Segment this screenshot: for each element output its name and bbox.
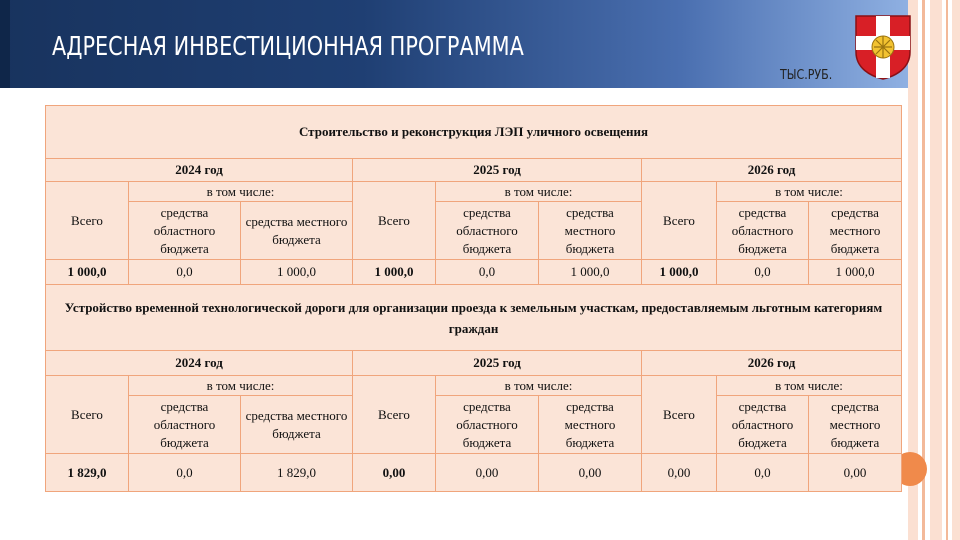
values-row <box>46 454 902 492</box>
section-title: Строительство и реконструкция ЛЭП уличного освещения <box>46 106 902 159</box>
value-cell: 1 000,0 <box>353 260 436 285</box>
value-cell: 0,00 <box>539 454 642 492</box>
value-cell: 1 829,0 <box>241 454 353 492</box>
including-header: в том числе: <box>717 182 902 202</box>
total-header: Всего <box>353 376 436 454</box>
local-header: средства местного бюджета <box>539 202 642 260</box>
year-row <box>46 159 902 182</box>
total-header: Всего <box>642 376 717 454</box>
section-title-row <box>46 285 902 351</box>
value-cell: 1 000,0 <box>809 260 902 285</box>
local-header: средства местного бюджета <box>809 202 902 260</box>
including-header: в том числе: <box>436 376 642 396</box>
value-cell: 0,0 <box>436 260 539 285</box>
regional-header: средства областного бюджета <box>436 202 539 260</box>
subheader-row <box>46 202 902 260</box>
regional-header: средства областного бюджета <box>129 396 241 454</box>
total-header: Всего <box>642 182 717 260</box>
local-header: средства местного бюджета <box>241 202 353 260</box>
subheader-row <box>46 182 902 202</box>
section-title-row <box>46 106 902 159</box>
value-cell: 1 000,0 <box>241 260 353 285</box>
value-cell: 0,00 <box>642 454 717 492</box>
value-cell: 0,0 <box>129 260 241 285</box>
local-header: средства местного бюджета <box>539 396 642 454</box>
total-header: Всего <box>353 182 436 260</box>
year-label: 2024 год <box>46 159 353 182</box>
page-title: АДРЕСНАЯ ИНВЕСТИЦИОННАЯ ПРОГРАММА <box>52 32 524 62</box>
investment-table <box>45 105 902 492</box>
value-cell: 0,0 <box>717 454 809 492</box>
including-header: в том числе: <box>129 182 353 202</box>
subheader-row <box>46 396 902 454</box>
coat-of-arms-icon <box>854 14 912 80</box>
regional-header: средства областного бюджета <box>436 396 539 454</box>
value-cell: 0,00 <box>809 454 902 492</box>
local-header: средства местного бюджета <box>241 396 353 454</box>
total-header: Всего <box>46 376 129 454</box>
value-cell: 0,00 <box>353 454 436 492</box>
including-header: в том числе: <box>717 376 902 396</box>
header-accent-strip <box>0 0 10 88</box>
section-title: Устройство временной технологической дороги для организации проезда к земельным участкам, предоставляемым льготным категориям граждан <box>46 285 902 351</box>
year-label: 2026 год <box>642 159 902 182</box>
year-row <box>46 351 902 376</box>
including-header: в том числе: <box>436 182 642 202</box>
values-row <box>46 260 902 285</box>
value-cell: 1 000,0 <box>539 260 642 285</box>
value-cell: 1 000,0 <box>642 260 717 285</box>
subheader-row <box>46 376 902 396</box>
regional-header: средства областного бюджета <box>129 202 241 260</box>
value-cell: 0,0 <box>717 260 809 285</box>
value-cell: 0,0 <box>129 454 241 492</box>
value-cell: 1 829,0 <box>46 454 129 492</box>
value-cell: 0,00 <box>436 454 539 492</box>
regional-header: средства областного бюджета <box>717 202 809 260</box>
year-label: 2026 год <box>642 351 902 376</box>
total-header: Всего <box>46 182 129 260</box>
including-header: в том числе: <box>129 376 353 396</box>
regional-header: средства областного бюджета <box>717 396 809 454</box>
year-label: 2025 год <box>353 351 642 376</box>
local-header: средства местного бюджета <box>809 396 902 454</box>
year-label: 2025 год <box>353 159 642 182</box>
units-label: ТЫС.РУБ. <box>780 68 833 83</box>
value-cell: 1 000,0 <box>46 260 129 285</box>
year-label: 2024 год <box>46 351 353 376</box>
